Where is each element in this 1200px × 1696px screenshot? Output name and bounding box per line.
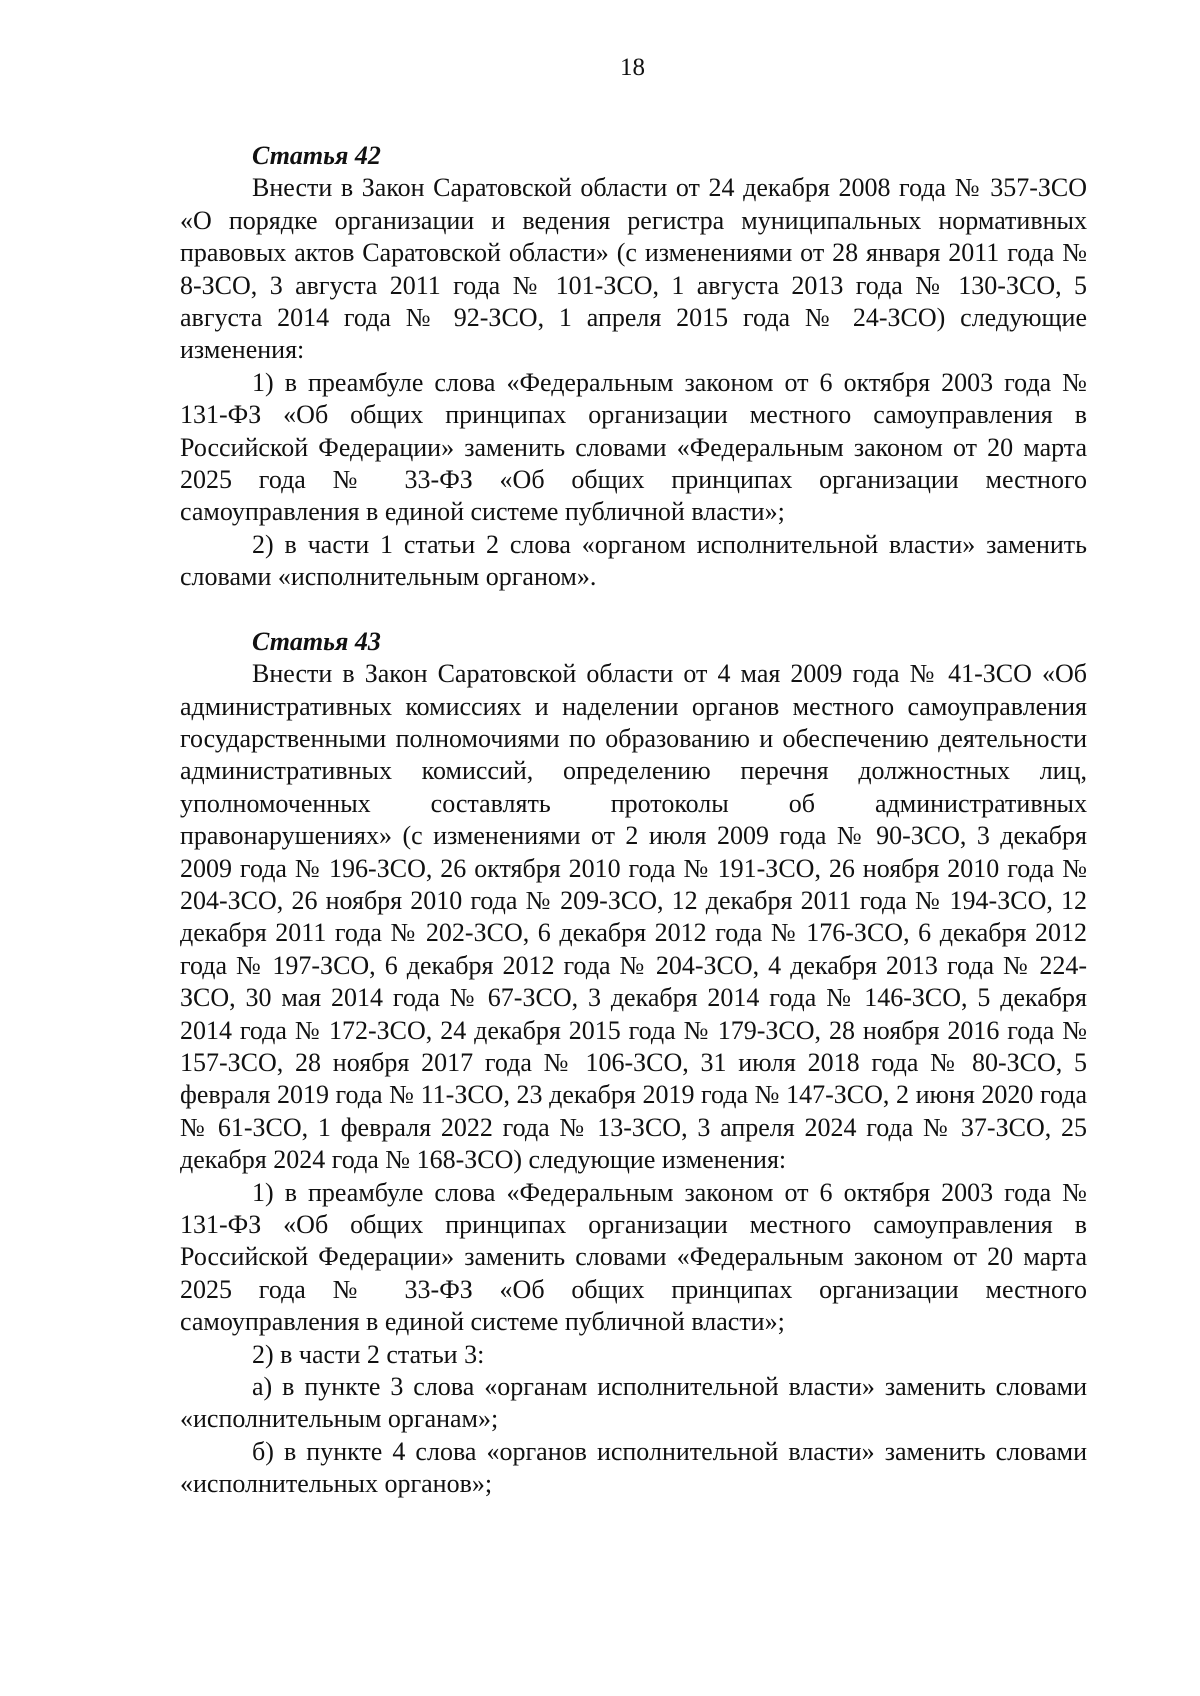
article-paragraph: б) в пункте 4 слова «органов исполнительной власти» заменить словами «исполнительных органов»; (180, 1436, 1087, 1499)
article-title: Статья 42 (252, 141, 381, 170)
article-paragraph: Внести в Закон Саратовской области от 24 декабря 2008 года № 357-ЗСО «О порядке организации и ведения регистра муниципальных нормативных правовых актов Саратовской области» (с изменениями от 28 января 2011 года № 8-ЗСО, 3 августа 2011 года № 101-ЗСО, 1 августа 2013 года № 130-ЗСО, 5 августа 2014 года № 92-ЗСО, 1 апреля 2015 года № 24-ЗСО) следующие изменения: (180, 173, 1087, 365)
article-paragraph: Внести в Закон Саратовской области от 4 мая 2009 года № 41-ЗСО «Об административных комиссиях и наделении органов местного самоуправления государственными полномочиями по образованию и обеспечению деятельности административных комиссий, определению перечня должностных лиц, уполномоченных составлять протоколы об административных правонарушениях» (с изменениями от 2 июля 2009 года № 90-ЗСО, 3 декабря 2009 года № 196-ЗСО, 26 октября 2010 года № 191-ЗСО, 26 ноября 2010 года № 204-ЗСО, 26 ноября 2010 года № 209-ЗСО, 12 декабря 2011 года № 194-ЗСО, 12 декабря 2011 года № 202-ЗСО, 6 декабря 2012 года № 176-ЗСО, 6 декабря 2012 года № 197-ЗСО, 6 декабря 2012 года № 204-ЗСО, 4 декабря 2013 года № 224-ЗСО, 30 мая 2014 года № 67-ЗСО, 3 декабря 2014 года № 146-ЗСО, 5 декабря 2014 года № 172-ЗСО, 24 декабря 2015 года № 179-ЗСО, 28 ноября 2016 года № 157-ЗСО, 28 ноября 2017 года № 106-ЗСО, 31 июля 2018 года № 80-ЗСО, 5 февраля 2019 года № 11-ЗСО, 23 декабря 2019 года № 147-ЗСО, 2 июня 2020 года № 61-ЗСО, 1 февраля 2022 года № 13-ЗСО, 3 апреля 2024 года № 37-ЗСО, 25 декабря 2024 года № 168-ЗСО) следующие изменения: (180, 659, 1087, 1175)
article-43 (180, 626, 1087, 1501)
article-paragraph: 1) в преамбуле слова «Федеральным законом от 6 октября 2003 года № 131-ФЗ «Об общих принципах организации местного самоуправления в Российской Федерации» заменить словами «Федеральным законом от 20 марта 2025 года № 33-ФЗ «Об общих принципах организации местного самоуправления в единой системе публичной власти»; (180, 1177, 1087, 1337)
article-paragraph: а) в пункте 3 слова «органам исполнительной власти» заменить словами «исполнительным органам»; (180, 1372, 1087, 1434)
article-paragraph: 1) в преамбуле слова «Федеральным законом от 6 октября 2003 года № 131-ФЗ «Об общих принципах организации местного самоуправления в Российской Федерации» заменить словами «Федеральным законом от 20 марта 2025 года № 33-ФЗ «Об общих принципах организации местного самоуправления в единой системе публичной власти»; (180, 367, 1087, 527)
article-42 (180, 140, 1087, 594)
article-title: Статья 43 (252, 626, 381, 656)
article-paragraph: 2) в части 2 статьи 3: (252, 1339, 485, 1369)
document-body (180, 140, 1087, 1501)
section-gap (180, 594, 1087, 626)
article-paragraph: 2) в части 1 статьи 2 слова «органом исполнительной власти» заменить словами «исполнительным органом». (180, 529, 1087, 592)
page-number: 18 (620, 54, 645, 81)
